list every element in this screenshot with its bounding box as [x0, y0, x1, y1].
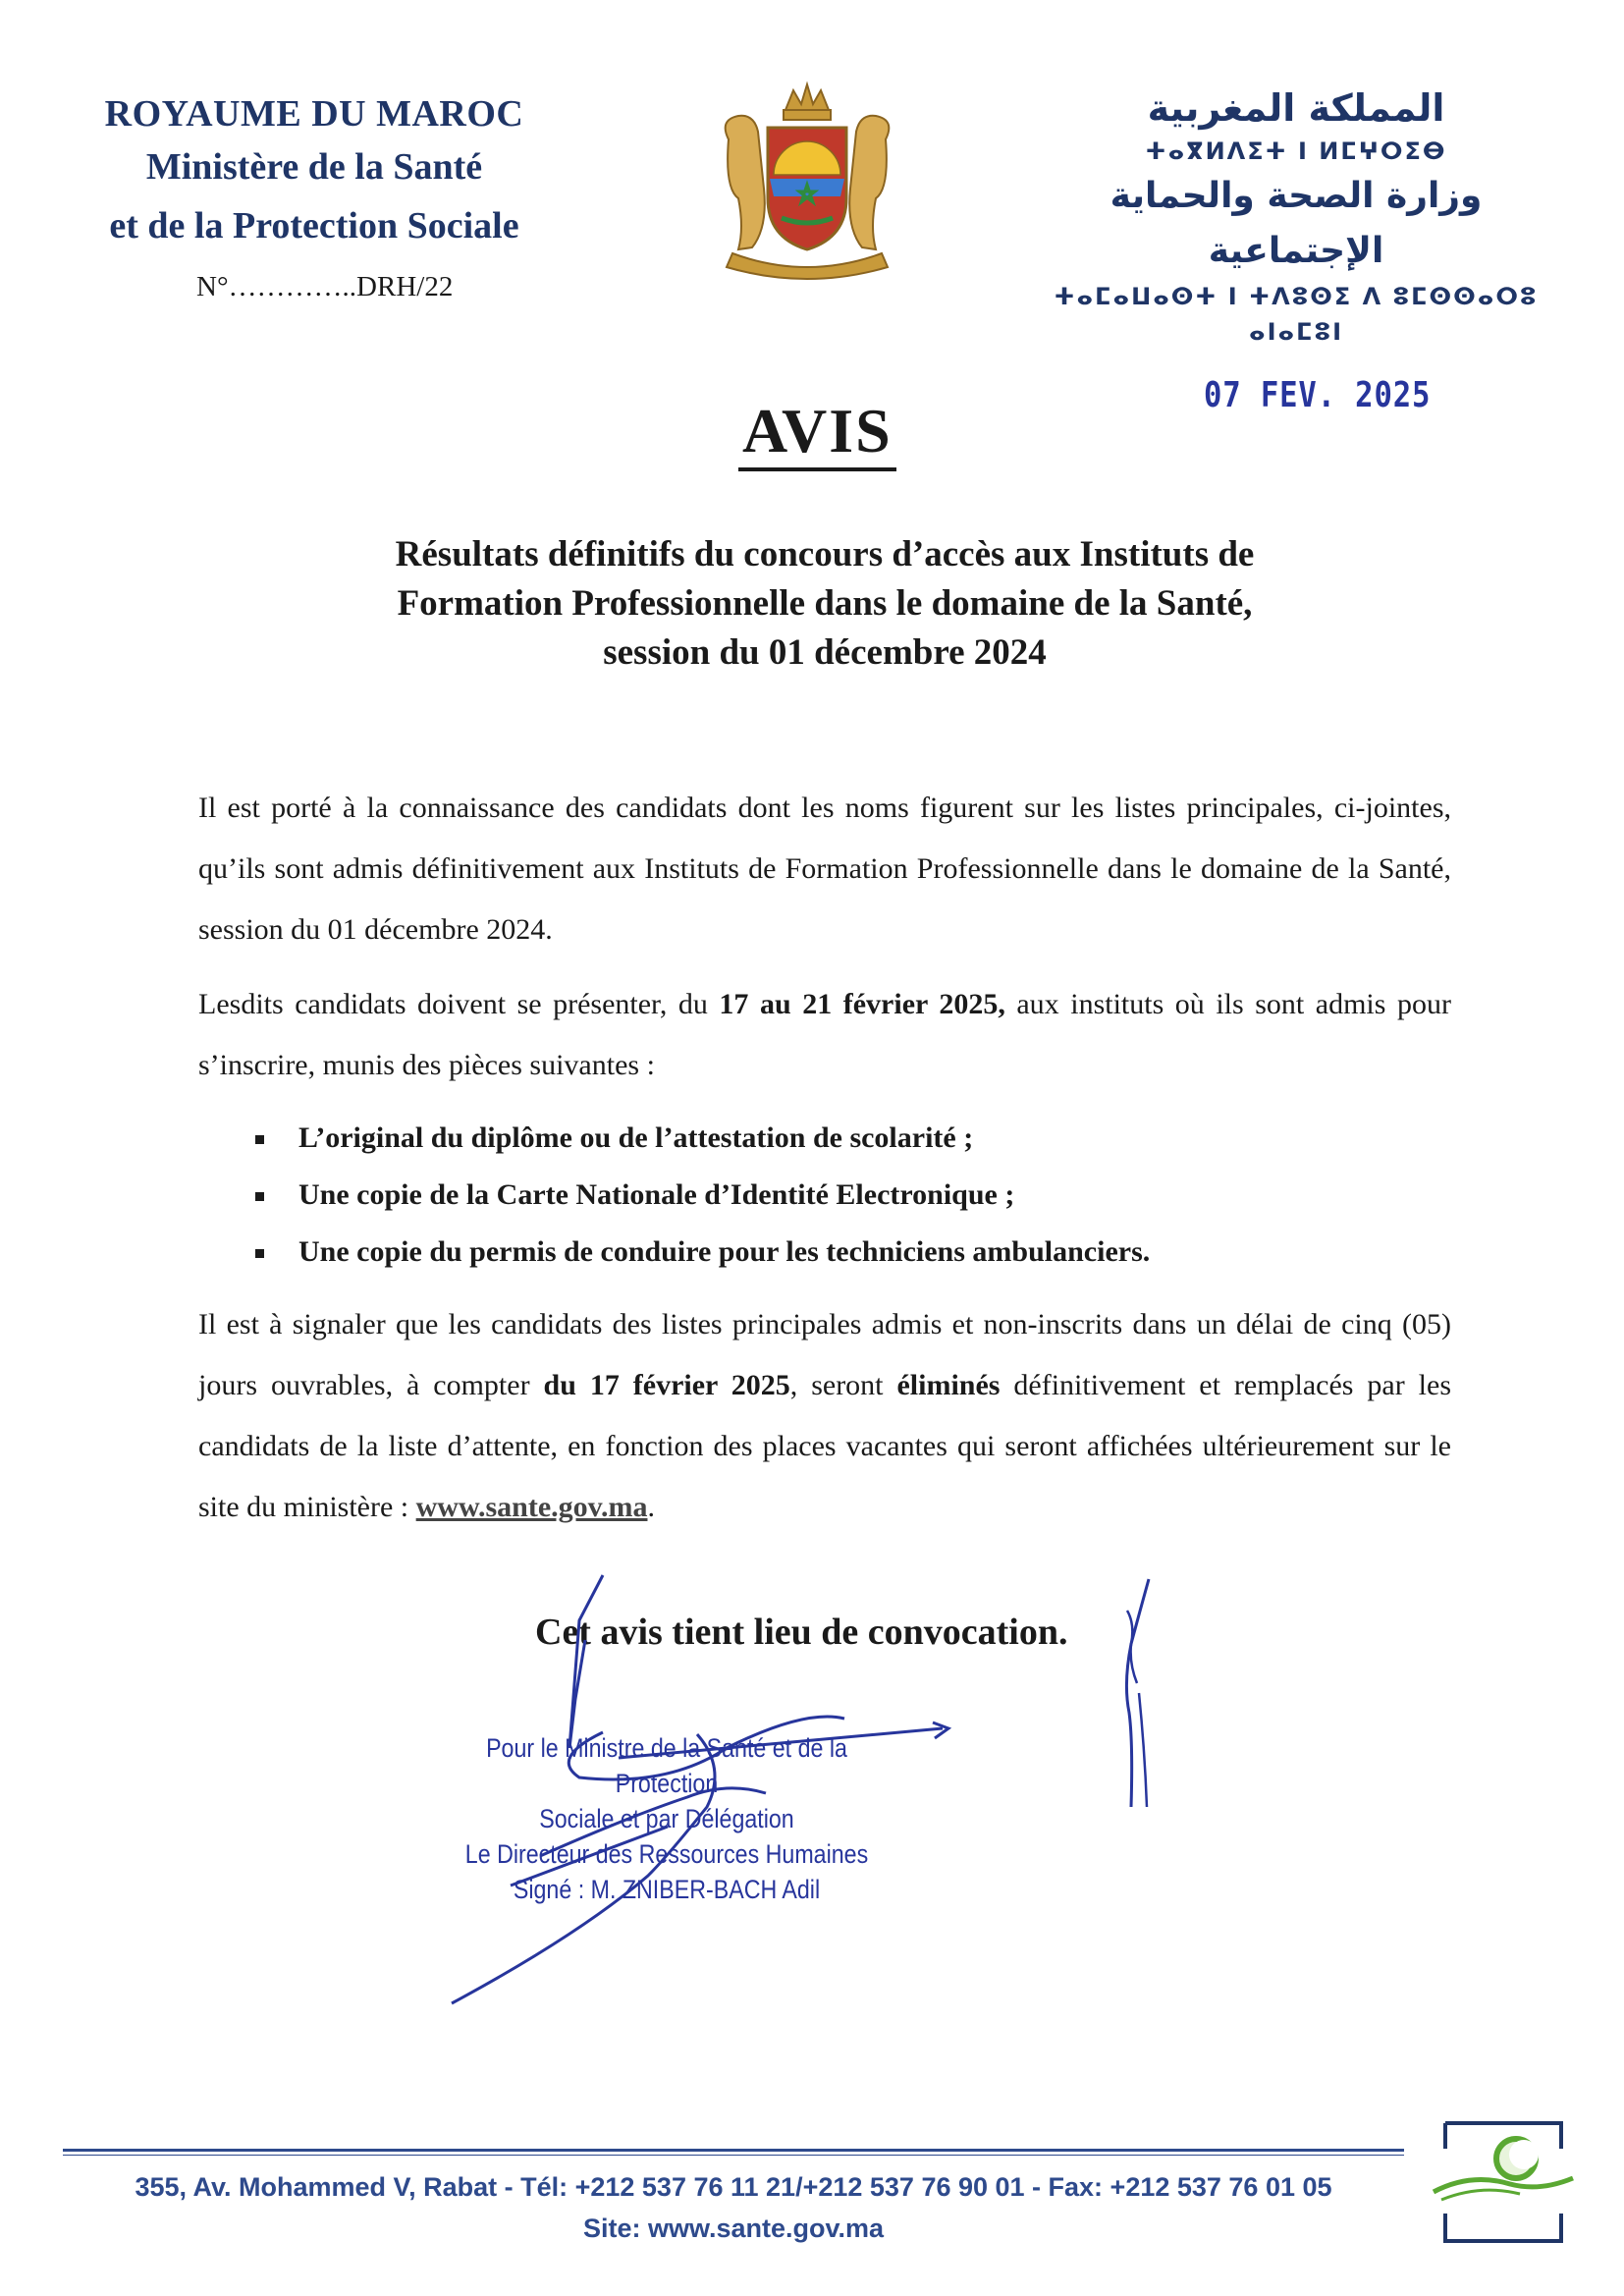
registration-text-b: aux instituts où ils sont admis pour s’inscrire, munis des pièces suivantes :	[198, 988, 1451, 1081]
document-subject	[236, 530, 1414, 678]
footer-site: Site: www.sante.gov.ma	[582, 2214, 885, 2243]
document-title: AVIS	[738, 397, 896, 471]
required-documents-list	[198, 1110, 1451, 1281]
ministry-name-line1: Ministère de la Santé	[145, 146, 483, 188]
footer-divider	[63, 2149, 1404, 2152]
ministry-website-link[interactable]: www.sante.gov.ma	[415, 1491, 648, 1523]
convocation-note: Cet avis tient lieu de convocation.	[535, 1612, 1068, 1653]
registration-dates: 17 au 21 février 2025,	[719, 988, 1005, 1020]
elimination-text-a: Il est à signaler que les candidats des listes principales admis et non-inscrits dans un délai de cinq (05) jours ouvrables, à compter	[198, 1308, 1451, 1401]
elimination-word: éliminés	[896, 1369, 1001, 1401]
footer-divider-thin	[63, 2155, 1404, 2156]
kingdom-name: ROYAUME DU MAROC	[104, 93, 524, 135]
elimination-text-b: , seront	[789, 1369, 897, 1401]
ministry-name-arabic: وزارة الصحة والحماية الإجتماعية	[1110, 176, 1483, 271]
subject-line1: Résultats définitifs du concours d’accès aux Instituts de	[395, 534, 1255, 574]
ministry-name-tifinagh: ⵜⴰⵎⴰⵡⴰⵙⵜ ⵏ ⵜⴷⵓⵙⵉ ⴷ ⵓⵎⵙⵙⴰⵔⵓ ⴰⵏⴰⵎⵓⵏ	[1054, 283, 1539, 346]
coat-of-arms-icon	[709, 81, 905, 287]
list-item: Une copie du permis de conduire pour les techniciens ambulanciers.	[298, 1224, 1451, 1281]
footer-contact	[63, 2166, 1404, 2249]
initials-signature-icon	[1110, 1575, 1168, 1821]
elimination-start-date: du 17 février 2025	[543, 1369, 790, 1401]
signature-line1: Pour le Ministre de la Santé et de la Protection	[486, 1733, 847, 1798]
paragraph-admission: Il est porté à la connaissance des candidats dont les noms figurent sur les listes principales, ci-jointes, qu’ils sont admis définitivement aux Instituts de Formation Professionnelle dans le domaine de la Santé, session du 01 décembre 2024.	[198, 792, 1451, 946]
ministry-logo-icon	[1432, 2119, 1575, 2247]
ministry-name-line2: et de la Protection Sociale	[109, 205, 519, 246]
footer-address: 355, Av. Mohammed V, Rabat - Tél: +212 537 76 11 21/+212 537 76 90 01 - Fax: +212 537 76 01 05	[135, 2172, 1332, 2202]
reference-number: N°…………..DRH/22	[196, 271, 454, 302]
kingdom-name-arabic: المملكة المغربية	[1147, 86, 1445, 130]
ministry-header-fr	[39, 90, 589, 255]
kingdom-name-tifinagh: ⵜⴰⴳⵍⴷⵉⵜ ⵏ ⵍⵎⵖⵔⵉⴱ	[1145, 137, 1447, 165]
paragraph-registration	[198, 974, 1451, 1096]
signature-line3: Le Directeur des Ressources Humaines	[464, 1839, 869, 1869]
subject-line2: Formation Professionnelle dans le domaine de la Santé,	[397, 583, 1253, 624]
signature-line2: Sociale et par Délégation	[539, 1804, 794, 1833]
notice-body	[198, 778, 1451, 1552]
signature-line4: Signé : M. ZNIBER-BACH Adil	[513, 1875, 821, 1904]
list-item: Une copie de la Carte Nationale d’Identité Electronique ;	[298, 1167, 1451, 1224]
elimination-text-end: .	[647, 1491, 655, 1523]
paragraph-elimination	[198, 1294, 1451, 1538]
ministry-header-ar	[1021, 82, 1571, 350]
date-stamp: 07 FEV. 2025	[1204, 375, 1432, 415]
list-item: L’original du diplôme ou de l’attestation de scolarité ;	[298, 1110, 1451, 1167]
elimination-text-c: définitivement et remplacés par les candidats de la liste d’attente, en fonction des places vacantes qui seront affichées ultérieurement sur le site du ministère :	[198, 1369, 1451, 1523]
subject-line3: session du 01 décembre 2024	[603, 632, 1047, 673]
signature-stamp	[456, 1730, 878, 1907]
registration-text-a: Lesdits candidats doivent se présenter, du	[198, 988, 720, 1020]
